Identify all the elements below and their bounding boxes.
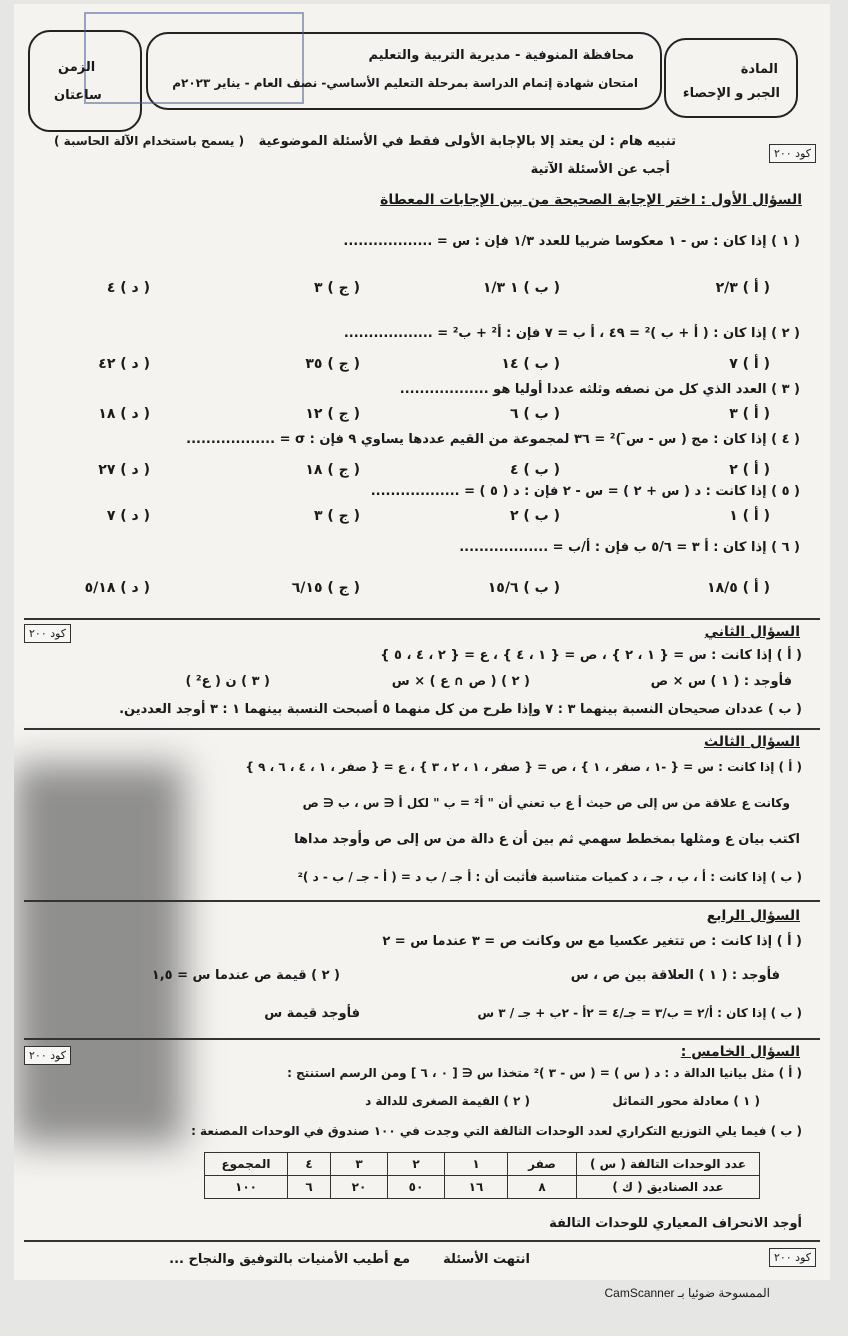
important-note: تنبيه هام : لن يعتد إلا بالإجابة الأولى فقط في الأسئلة الموضوعية — [258, 134, 676, 149]
q1-6-opt-c: ( ج ) ٦/١٥ — [291, 580, 360, 596]
q1-5-opt-c: ( ج ) ٣ — [313, 508, 360, 524]
table-row — [205, 1176, 760, 1199]
code-box-2: كود ٢٠٠ — [24, 624, 71, 643]
code-box-1: كود ٢٠٠ — [769, 144, 816, 163]
q1-3-opt-d: ( د ) ١٨ — [98, 406, 150, 422]
hand-shadow — [14, 764, 184, 1144]
table-cell: ٦ — [288, 1176, 331, 1199]
table-cell: عدد الوحدات التالفة ( س ) — [577, 1153, 760, 1176]
q1-item-5: ( ٥ ) إذا كانت : د ( س + ٢ ) = س - ٢ فإن : د ( ٥ ) = .................. — [370, 484, 800, 499]
q1-2-opt-d: ( د ) ٤٢ — [98, 356, 150, 372]
q5-a: ( أ ) مثل بيانيا الدالة د : د ( س ) = ( س - ٣ )² متخذا س ∈ [ ٠ ، ٦ ] ومن الرسم استنتج : — [287, 1066, 802, 1080]
table-cell: المجموع — [205, 1153, 288, 1176]
separator-q4 — [24, 900, 820, 902]
table-cell: ١ — [445, 1153, 508, 1176]
header-exam-title: امتحان شهادة إتمام الدراسة بمرحلة التعليم الأساسي- نصف العام - يناير ٢٠٢٣م — [172, 76, 638, 90]
q1-3-opt-b: ( ب ) ٦ — [509, 406, 560, 422]
q3-b: ( ب ) إذا كانت : أ ، ب ، جـ ، د كميات متناسبة فأثبت أن : أ جـ / ب د = ( أ - جـ / ب - د )² — [297, 870, 802, 884]
q2-b: ( ب ) عددان صحيحان النسبة بينهما ٣ : ٧ وإذا طرح من كل منهما ٥ أصبحت النسبة بينهما ١ : ٣ أوجد العددين. — [119, 702, 802, 717]
q2-find-1: فأوجد : ( ١ ) س × ص — [650, 674, 792, 689]
table-cell: ٣ — [331, 1153, 388, 1176]
table-cell: ١٠٠ — [205, 1176, 288, 1199]
q1-2-opt-a: ( أ ) ٧ — [729, 356, 770, 372]
q4-a: ( أ ) إذا كانت : ص تتغير عكسيا مع س وكانت ص = ٣ عندما س = ٢ — [382, 934, 802, 949]
q1-6-opt-d: ( د ) ٥/١٨ — [84, 580, 150, 596]
header-time-value: ساعتان — [54, 88, 102, 103]
table-cell: ٢ — [388, 1153, 445, 1176]
table-cell: ١٦ — [445, 1176, 508, 1199]
header-subject-label: المادة — [740, 62, 778, 77]
q1-6-opt-b: ( ب ) ١٥/٦ — [487, 580, 560, 596]
frequency-table — [204, 1152, 760, 1199]
q1-item-6: ( ٦ ) إذا كان : أ ٣ = ٥/٦ ب فإن : أ/ب = .................. — [459, 540, 800, 555]
answer-instruction: أجب عن الأسئلة الآتية — [530, 162, 670, 177]
q4-find-2: ( ٢ ) قيمة ص عندما س = ١,٥ — [151, 968, 340, 983]
q1-1-opt-a: ( أ ) ٢/٣ — [715, 280, 770, 296]
q1-6-opt-a: ( أ ) ١٨/٥ — [707, 580, 770, 596]
q2-title: السؤال الثاني — [704, 624, 800, 640]
q5-a-2: ( ٢ ) القيمة الصغرى للدالة د — [365, 1094, 530, 1108]
q2-find-3: ( ٣ ) ن ( ع² ) — [185, 674, 270, 689]
q1-item-4: ( ٤ ) إذا كان : مج ( س - س̄ )² = ٣٦ لمجموعة من القيم عددها يساوي ٩ فإن : σ = .................. — [186, 432, 800, 447]
q1-5-opt-a: ( أ ) ١ — [729, 508, 770, 524]
q1-item-3: ( ٣ ) العدد الذي كل من نصفه وثلثه عددا أوليا هو .................. — [399, 382, 800, 397]
header-center-box — [664, 38, 798, 118]
table-cell: ٥٠ — [388, 1176, 445, 1199]
table-cell: ٢٠ — [331, 1176, 388, 1199]
table-cell: ٤ — [288, 1153, 331, 1176]
official-stamp — [84, 12, 304, 104]
q1-2-opt-c: ( ج ) ٣٥ — [305, 356, 360, 372]
q1-1-opt-d: ( د ) ٤ — [106, 280, 150, 296]
q1-4-opt-c: ( ج ) ١٨ — [305, 462, 360, 478]
code-box-4: كود ٢٠٠ — [769, 1248, 816, 1267]
q5-a-1: ( ١ ) معادلة محور التماثل — [612, 1094, 760, 1108]
q3-instruction: اكتب بيان ع ومثلها بمخطط سهمي ثم بين أن ع دالة من س إلى ص وأوجد مداها — [294, 832, 800, 847]
code-box-3: كود ٢٠٠ — [24, 1046, 71, 1065]
q3-relation: وكانت ع علاقة من س إلى ص حيث أ ع ب تعني أن " أ² = ب " لكل أ ∈ س ، ب ∈ ص — [302, 796, 790, 810]
q1-3-opt-c: ( ج ) ١٢ — [305, 406, 360, 422]
q5-title: السؤال الخامس : — [680, 1044, 800, 1060]
q5-b: ( ب ) فيما يلي التوزيع التكراري لعدد الوحدات التالفة التي وجدت في ١٠٠ صندوق في الوحدات المصنعة : — [191, 1124, 802, 1138]
table-row — [205, 1153, 760, 1176]
header-subject-name: الجبر و الإحصاء — [682, 86, 780, 101]
calculator-note: ( يسمح باستخدام الآلة الحاسبة ) — [54, 134, 245, 148]
table-cell: صفر — [508, 1153, 577, 1176]
q1-5-opt-b: ( ب ) ٢ — [509, 508, 560, 524]
q4-title: السؤال الرابع — [706, 908, 800, 924]
q4-find-3: فأوجد قيمة س — [264, 1006, 360, 1021]
scanner-footer — [0, 1282, 848, 1312]
header-directorate: محافظة المنوفية - مديرية التربية والتعليم — [368, 48, 634, 63]
q1-3-opt-a: ( أ ) ٣ — [729, 406, 770, 422]
q1-item-2: ( ٢ ) إذا كان : ( أ + ب )² = ٤٩ ، أ ب = ٧ فإن : أ² + ب² = .................. — [343, 326, 800, 341]
exam-sheet — [14, 4, 830, 1280]
q3-a: ( أ ) إذا كانت : س = { -١ ، صفر ، ١ } ، ص = { صفر ، ١ ، ٢ ، ٣ } ، ع = { صفر ، ١ ، ٤ ، ٦ ، ٩ } — [245, 760, 802, 774]
separator-q3 — [24, 728, 820, 730]
q1-4-opt-b: ( ب ) ٤ — [509, 462, 560, 478]
wish-text: مع أطيب الأمنيات بالتوفيق والنجاح ... — [169, 1252, 410, 1267]
separator-q5 — [24, 1038, 820, 1040]
separator-end — [24, 1240, 820, 1242]
q4-find-1: فأوجد : ( ١ ) العلاقة بين ص ، س — [570, 968, 780, 983]
header-time-label: الزمن — [58, 60, 96, 75]
q1-2-opt-b: ( ب ) ١٤ — [501, 356, 560, 372]
q1-title: السؤال الأول : اختر الإجابة الصحيحة من بين الإجابات المعطاة — [380, 192, 802, 208]
table-cell: عدد الصناديق ( ك ) — [577, 1176, 760, 1199]
scanner-label: الممسوحة ضوئيا بـ CamScanner — [604, 1286, 770, 1300]
q1-5-opt-d: ( د ) ٧ — [106, 508, 150, 524]
q1-item-1: ( ١ ) إذا كان : س - ١ معكوسا ضربيا للعدد ١/٣ فإن : س = .................. — [343, 234, 800, 249]
q4-b: ( ب ) إذا كان : أ/٢ = ب/٣ = جـ/٤ = ٢أ - ٢ب + جـ / ٣ س — [477, 1006, 802, 1020]
end-text: انتهت الأسئلة — [443, 1252, 530, 1267]
q1-1-opt-c: ( ج ) ٣ — [313, 280, 360, 296]
q2-a: ( أ ) إذا كانت : س = { ١ ، ٢ } ، ص = { ١ ، ٤ } ، ع = { ٢ ، ٤ ، ٥ } — [380, 648, 802, 663]
q1-4-opt-a: ( أ ) ٢ — [729, 462, 770, 478]
q1-1-opt-b: ( ب ) ١ ١/٣ — [482, 280, 560, 296]
q2-find-2: ( ٢ ) ( ص ∩ ع ) × س — [391, 674, 530, 689]
q1-4-opt-d: ( د ) ٢٧ — [98, 462, 150, 478]
table-cell: ٨ — [508, 1176, 577, 1199]
q5-find: أوجد الانحراف المعياري للوحدات التالفة — [549, 1216, 802, 1231]
q3-title: السؤال الثالث — [703, 734, 800, 750]
separator-q2 — [24, 618, 820, 620]
